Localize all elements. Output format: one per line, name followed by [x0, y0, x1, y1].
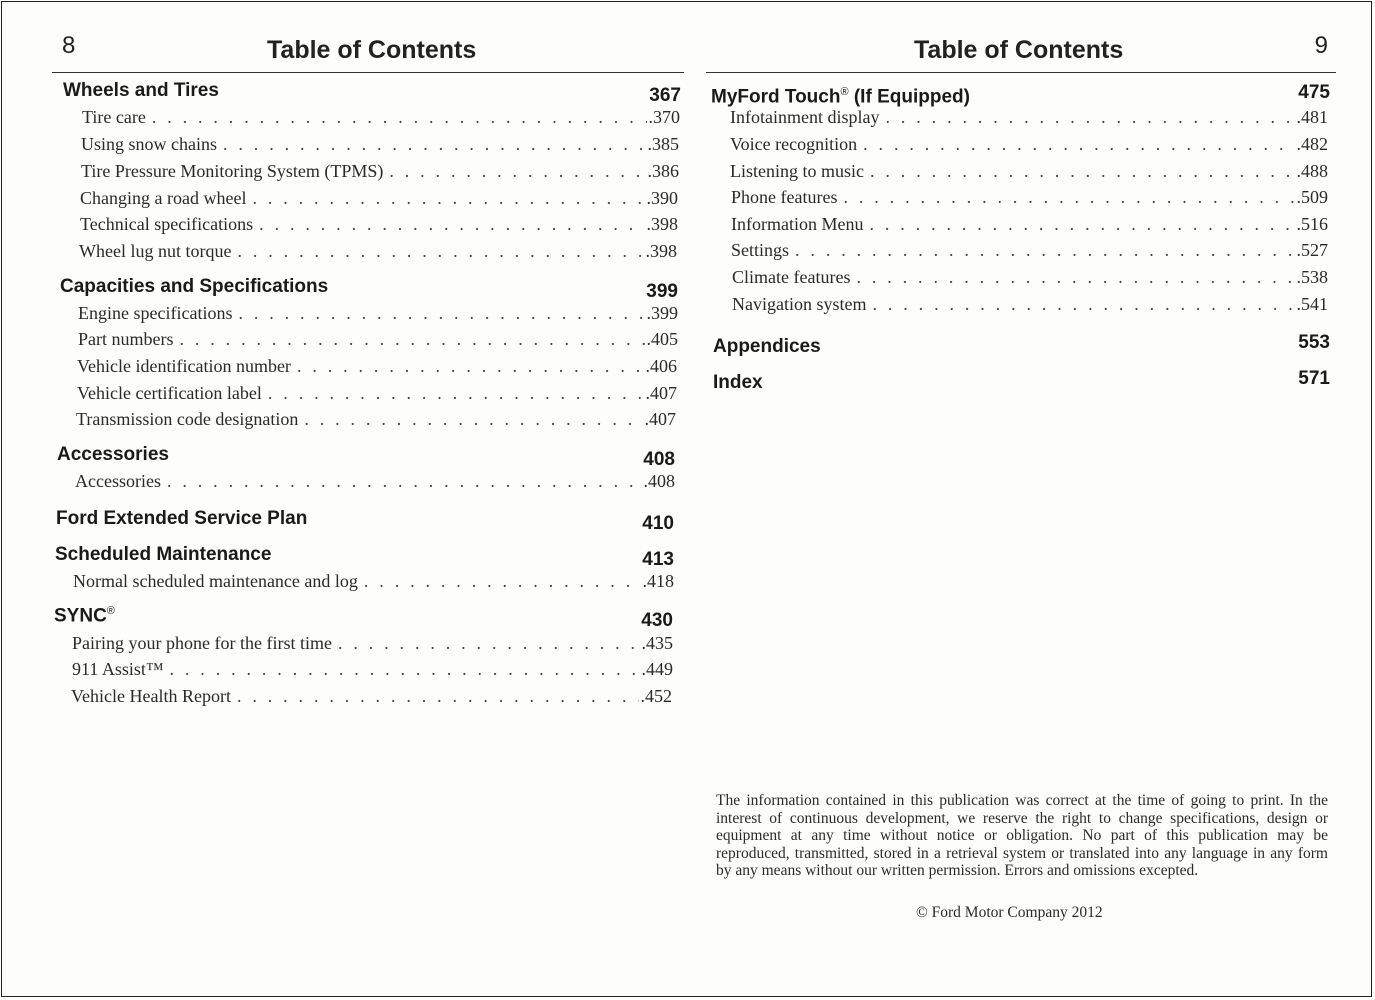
entry-label: Infotainment display: [730, 107, 880, 127]
dot-leader: [843, 187, 1294, 208]
toc-entry-information-menu[interactable]: [731, 214, 1328, 236]
toc-section-sync[interactable]: [54, 605, 673, 631]
entry-label: Transmission code designation: [76, 409, 299, 429]
toc-entry-vin[interactable]: [77, 356, 677, 378]
dot-leader: [856, 267, 1294, 288]
section-page: 571: [1298, 368, 1330, 389]
entry-page: .452: [640, 686, 672, 706]
entry-page: .481: [1296, 107, 1328, 127]
section-title-part: MyFord Touch: [711, 86, 841, 108]
toc-section-scheduled-maintenance[interactable]: [55, 544, 674, 570]
dot-leader: [237, 241, 643, 262]
entry-page: .449: [641, 659, 673, 679]
entry-label: Navigation system: [732, 294, 867, 314]
section-page: 413: [642, 549, 674, 570]
toc-entry-infotainment-display[interactable]: [730, 107, 1328, 129]
section-page: 408: [643, 449, 675, 470]
entry-label: Vehicle certification label: [77, 383, 262, 403]
right-page-header: [706, 30, 1336, 73]
entry-label: Voice recognition: [730, 134, 858, 154]
entry-row: [730, 161, 1328, 182]
entry-row: [731, 187, 1328, 208]
toc-entry-voice-recognition[interactable]: [730, 134, 1328, 156]
entry-row: [81, 161, 679, 182]
dot-leader: [304, 409, 642, 430]
dot-leader: [364, 571, 641, 592]
toc-entry-navigation-system[interactable]: [732, 294, 1328, 316]
dot-leader: [863, 134, 1294, 155]
section-title-part: SYNC: [54, 605, 107, 627]
section-title-part: ®: [840, 86, 849, 98]
entry-label: Climate features: [732, 267, 851, 287]
toc-entry-changing-road-wheel[interactable]: [80, 188, 678, 210]
toc-entry-accessories[interactable]: [75, 471, 675, 493]
copyright-line: © Ford Motor Company 2012: [916, 904, 1103, 921]
entry-row: [730, 107, 1328, 128]
toc-entry-lug-nut-torque[interactable]: [79, 241, 677, 263]
entry-page: .385: [647, 134, 679, 154]
entry-label: Information Menu: [731, 214, 864, 234]
toc-entry-vehicle-health-report[interactable]: [71, 686, 672, 708]
entry-page: .538: [1296, 267, 1328, 287]
toc-section-index[interactable]: [713, 368, 1330, 398]
section-page: 430: [641, 610, 673, 631]
toc-section-capacities[interactable]: [60, 276, 678, 302]
dot-leader: [389, 161, 645, 182]
entry-row: [730, 134, 1328, 155]
entry-row: [732, 294, 1328, 315]
dot-leader: [885, 107, 1294, 128]
entry-page: .408: [643, 471, 675, 491]
entry-label: Tire care: [82, 107, 146, 127]
dot-leader: [167, 471, 642, 492]
dot-leader: [870, 161, 1295, 182]
section-title: [54, 605, 115, 627]
entry-row: [79, 241, 677, 262]
section-page: 475: [1298, 82, 1330, 103]
toc-section-appendices[interactable]: [713, 332, 1330, 362]
dot-leader: [252, 188, 644, 209]
entry-page: .386: [647, 161, 679, 181]
entry-label: Changing a road wheel: [80, 188, 247, 208]
entry-row: [82, 107, 680, 128]
entry-row: [77, 356, 677, 377]
entry-row: [76, 409, 676, 430]
section-title: Appendices: [713, 336, 821, 357]
entry-label: Using snow chains: [81, 134, 217, 154]
entry-page: .370: [648, 107, 680, 127]
section-title-part: ®: [106, 605, 115, 617]
entry-page: .399: [646, 303, 678, 323]
toc-entry-climate-features[interactable]: [732, 267, 1328, 289]
entry-label: Tire Pressure Monitoring System (TPMS): [81, 161, 384, 181]
dot-leader: [179, 329, 644, 350]
dot-leader: [238, 303, 644, 324]
toc-entry-part-numbers[interactable]: [78, 329, 678, 351]
section-title: [711, 86, 970, 108]
left-page-header: [52, 30, 684, 73]
dot-leader: [268, 383, 644, 404]
dot-leader: [237, 686, 639, 707]
dot-leader: [795, 240, 1294, 261]
section-title: Index: [713, 372, 763, 393]
toc-entry-snow-chains[interactable]: [81, 134, 679, 156]
entry-page: .488: [1296, 161, 1328, 181]
section-title: Accessories: [57, 444, 169, 465]
entry-label: Vehicle Health Report: [71, 686, 231, 706]
toc-entry-phone-features[interactable]: [731, 187, 1328, 209]
dot-leader: [338, 633, 640, 654]
entry-page: .398: [645, 241, 677, 261]
toc-section-wheels-and-tires[interactable]: [63, 80, 681, 106]
entry-page: .435: [641, 633, 673, 653]
toc-entry-listening-to-music[interactable]: [730, 161, 1328, 183]
entry-row: [72, 633, 673, 654]
entry-label: Vehicle identification number: [77, 356, 291, 376]
toc-entry-tire-care[interactable]: [82, 107, 680, 129]
entry-page: .516: [1296, 214, 1328, 234]
entry-page: .398: [646, 214, 678, 234]
entry-label: Normal scheduled maintenance and log: [73, 571, 358, 591]
dot-leader: [297, 356, 644, 377]
entry-row: [731, 214, 1328, 235]
entry-page: .418: [642, 571, 674, 591]
toc-entry-engine-specifications[interactable]: [78, 303, 678, 325]
section-page: 553: [1298, 332, 1330, 353]
page-number: 8: [62, 32, 76, 59]
dot-leader: [869, 214, 1294, 235]
entry-page: .405: [646, 329, 678, 349]
entry-row: [75, 471, 675, 492]
entry-row: [77, 383, 677, 404]
toc-entry-tpms[interactable]: [81, 161, 679, 183]
dot-leader: [223, 134, 646, 155]
toc-entry-pairing-phone[interactable]: [72, 633, 673, 655]
entry-label: Technical specifications: [80, 214, 254, 234]
page-title: Table of Contents: [267, 36, 477, 64]
section-title: Ford Extended Service Plan: [56, 508, 308, 529]
entry-row: [78, 303, 678, 324]
dot-leader: [170, 659, 640, 680]
toc-entry-transmission-code[interactable]: [76, 409, 676, 431]
entry-row: [80, 188, 678, 209]
entry-label: 911 Assist™: [72, 659, 164, 679]
entry-row: [71, 686, 672, 707]
section-page: 410: [642, 513, 674, 534]
page-number: 9: [1314, 32, 1328, 59]
entry-page: .407: [645, 383, 677, 403]
entry-label: Part numbers: [78, 329, 174, 349]
entry-label: Listening to music: [730, 161, 864, 181]
entry-label: Engine specifications: [78, 303, 233, 323]
entry-row: [78, 329, 678, 350]
entry-label: Settings: [731, 240, 790, 260]
entry-page: .407: [644, 409, 676, 429]
entry-row: [81, 134, 679, 155]
dot-leader: [872, 294, 1294, 315]
toc-entry-certification-label[interactable]: [77, 383, 677, 405]
section-title: Capacities and Specifications: [60, 276, 329, 297]
section-page: 399: [646, 281, 678, 302]
section-page: 367: [649, 85, 681, 106]
page-title: Table of Contents: [914, 36, 1124, 64]
toc-section-extended-service-plan[interactable]: [56, 508, 674, 534]
toc-section-accessories[interactable]: [57, 444, 675, 470]
section-title: Wheels and Tires: [63, 80, 219, 101]
entry-page: .390: [646, 188, 678, 208]
toc-entry-technical-specifications[interactable]: [80, 214, 678, 236]
entry-row: [80, 214, 678, 235]
entry-page: .406: [645, 356, 677, 376]
entry-row: [73, 571, 674, 592]
entry-label: Phone features: [731, 187, 838, 207]
entry-page: .541: [1296, 294, 1328, 314]
section-title: Scheduled Maintenance: [55, 544, 272, 565]
dot-leader: [152, 107, 647, 128]
entry-label: Pairing your phone for the first time: [72, 633, 332, 653]
section-title-part: (If Equipped): [848, 86, 970, 108]
legal-notice: The information contained in this publication was correct at the time of going to print. In the interest of continuous development, we reserve the right to change specifications, design or equipment at any time without notice or obligation. No part of this publication may be reproduced, transmitted, stored in a retrieval system or translated into any language in any form by any means without our written permission. Errors and omissions excepted.: [716, 792, 1328, 879]
entry-row: [732, 267, 1328, 288]
entry-page: .527: [1296, 240, 1328, 260]
entry-label: Accessories: [75, 471, 161, 491]
entry-page: .509: [1296, 187, 1328, 207]
toc-entry-911-assist[interactable]: [72, 659, 673, 681]
entry-row: [731, 240, 1328, 261]
entry-page: .482: [1296, 134, 1328, 154]
toc-entry-normal-maintenance[interactable]: [73, 571, 674, 593]
toc-entry-settings[interactable]: [731, 240, 1328, 262]
entry-row: [72, 659, 673, 680]
dot-leader: [259, 214, 644, 235]
entry-label: Wheel lug nut torque: [79, 241, 232, 261]
